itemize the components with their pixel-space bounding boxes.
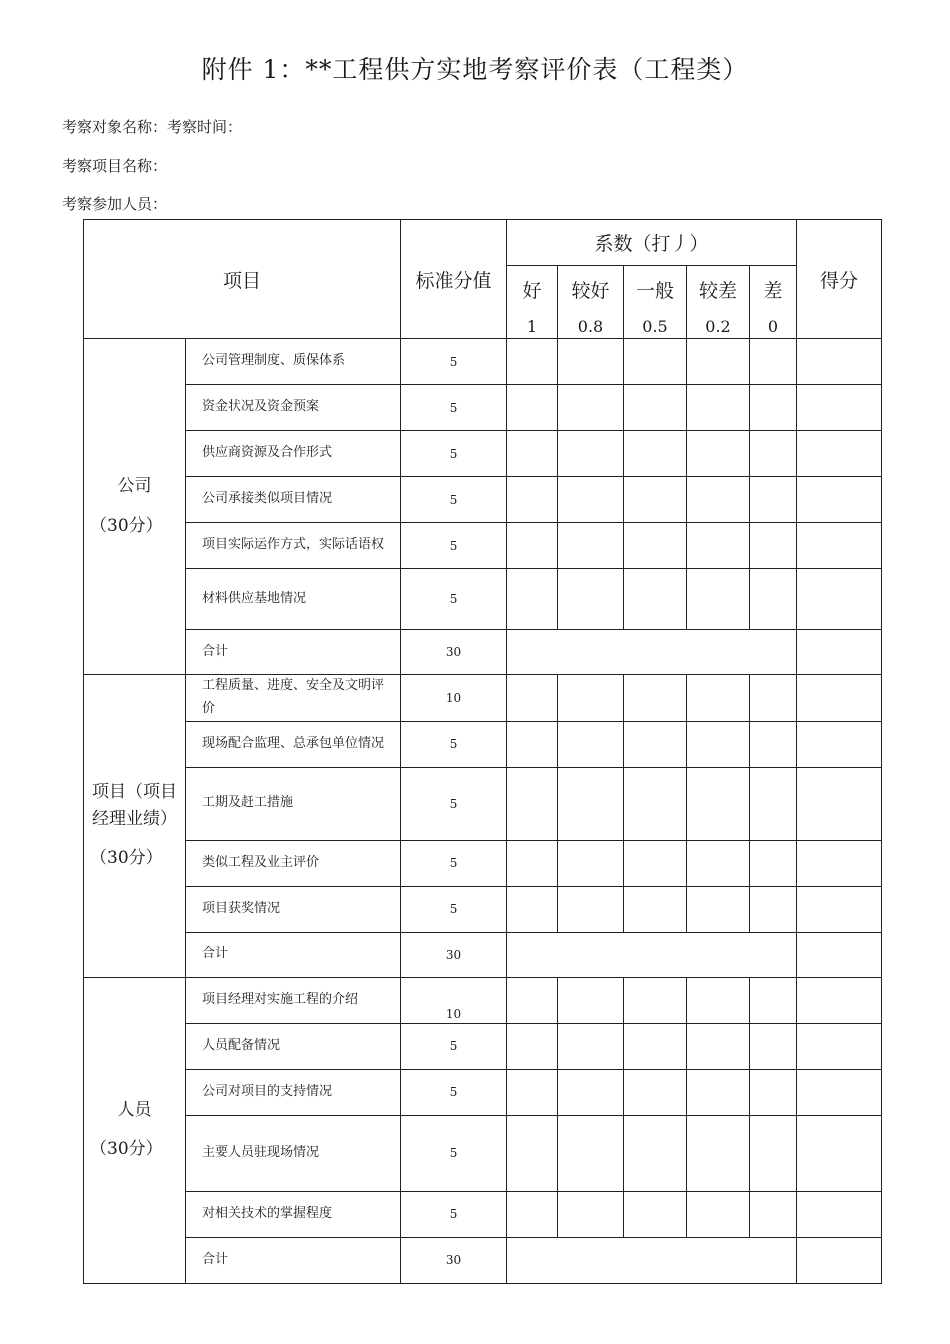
- table-row: [84, 767, 882, 840]
- coef-input-cell[interactable]: [624, 431, 687, 477]
- score-input-cell[interactable]: [797, 339, 882, 385]
- score-input-cell[interactable]: [797, 840, 882, 886]
- coef-input-cell[interactable]: [687, 977, 750, 1023]
- coef-input-cell[interactable]: [624, 977, 687, 1023]
- total-score-cell[interactable]: [797, 932, 882, 977]
- item-name: 现场配合监理、总承包单位情况: [186, 721, 401, 767]
- item-standard-score: 5: [401, 431, 507, 477]
- coef-input-cell[interactable]: [558, 675, 624, 722]
- coef-input-cell[interactable]: [687, 477, 750, 523]
- total-standard-score: 30: [401, 630, 507, 675]
- item-name: 项目实际运作方式，实际话语权: [186, 523, 401, 569]
- coef-input-cell[interactable]: [558, 1023, 624, 1069]
- item-name: 工程质量、进度、安全及文明评价: [186, 675, 401, 722]
- item-name: 项目获奖情况: [186, 886, 401, 932]
- coef-input-cell[interactable]: [624, 675, 687, 722]
- table-row: [84, 477, 882, 523]
- coef-input-cell[interactable]: [558, 886, 624, 932]
- score-input-cell[interactable]: [797, 1115, 882, 1191]
- coef-input-cell[interactable]: [558, 431, 624, 477]
- coef-input-cell[interactable]: [507, 721, 558, 767]
- coef-input-cell[interactable]: [507, 1191, 558, 1237]
- coef-input-cell[interactable]: [750, 1069, 797, 1115]
- item-standard-score: 5: [401, 1115, 507, 1191]
- coef-input-cell[interactable]: [624, 721, 687, 767]
- header-project: 项目: [84, 220, 401, 339]
- coef-input-cell[interactable]: [687, 339, 750, 385]
- item-name: 工期及赶工措施: [186, 767, 401, 840]
- coef-fairly-good-value: 0.8: [577, 317, 604, 336]
- coef-input-cell[interactable]: [558, 385, 624, 431]
- coef-input-cell[interactable]: [624, 339, 687, 385]
- coef-input-cell[interactable]: [687, 886, 750, 932]
- table-row: [84, 1115, 882, 1191]
- coef-input-cell[interactable]: [624, 1191, 687, 1237]
- item-name: 公司管理制度、质保体系: [186, 339, 401, 385]
- coef-input-cell[interactable]: [624, 1115, 687, 1191]
- total-score-cell[interactable]: [797, 630, 882, 675]
- item-standard-score: 5: [401, 523, 507, 569]
- coef-input-cell[interactable]: [507, 1023, 558, 1069]
- coef-input-cell[interactable]: [624, 569, 687, 630]
- table-row: [84, 431, 882, 477]
- coef-input-cell[interactable]: [750, 977, 797, 1023]
- table-row: [84, 721, 882, 767]
- table-row: [84, 1023, 882, 1069]
- item-standard-score: 5: [401, 385, 507, 431]
- item-standard-score: 5: [401, 886, 507, 932]
- item-name: 公司对项目的支持情况: [186, 1069, 401, 1115]
- coef-poor: [750, 266, 797, 339]
- coef-fairly-good: [558, 266, 624, 339]
- item-name: 材料供应基地情况: [186, 569, 401, 630]
- coef-input-cell[interactable]: [507, 675, 558, 722]
- coef-fairly-good-label: 较好: [571, 280, 610, 302]
- coef-input-cell[interactable]: [558, 840, 624, 886]
- coef-input-cell[interactable]: [687, 840, 750, 886]
- coef-input-cell[interactable]: [624, 840, 687, 886]
- info-participants: 考察参加人员：: [62, 195, 168, 213]
- coef-input-cell[interactable]: [687, 1023, 750, 1069]
- total-standard-score: 30: [401, 1237, 507, 1283]
- coef-input-cell[interactable]: [558, 721, 624, 767]
- coef-input-cell[interactable]: [687, 1069, 750, 1115]
- item-standard-score: 5: [401, 767, 507, 840]
- score-input-cell[interactable]: [797, 1069, 882, 1115]
- coef-input-cell[interactable]: [687, 1191, 750, 1237]
- item-standard-score: 5: [401, 1023, 507, 1069]
- table-row: [84, 1191, 882, 1237]
- coef-input-cell[interactable]: [750, 431, 797, 477]
- coef-input-cell[interactable]: [507, 977, 558, 1023]
- total-coef-merged[interactable]: [507, 932, 797, 977]
- header-coefficient: 系数（打丿）: [507, 220, 797, 266]
- coef-input-cell[interactable]: [750, 477, 797, 523]
- item-name: 资金状况及资金预案: [186, 385, 401, 431]
- score-input-cell[interactable]: [797, 523, 882, 569]
- coef-input-cell[interactable]: [750, 1191, 797, 1237]
- total-row: [84, 1237, 882, 1283]
- header-row-top: [84, 220, 882, 266]
- item-name: 对相关技术的掌握程度: [186, 1191, 401, 1237]
- item-name: 供应商资源及合作形式: [186, 431, 401, 477]
- score-input-cell[interactable]: [797, 886, 882, 932]
- coef-input-cell[interactable]: [687, 385, 750, 431]
- category-personnel: [84, 977, 186, 1283]
- coef-poor-label: 差: [763, 280, 783, 302]
- coef-input-cell[interactable]: [687, 675, 750, 722]
- coef-average-value: 0.5: [642, 317, 668, 336]
- coef-average: [624, 266, 687, 339]
- coef-input-cell[interactable]: [624, 886, 687, 932]
- table-row: [84, 675, 882, 722]
- coef-fairly-poor-value: 0.2: [705, 317, 731, 336]
- coef-input-cell[interactable]: [687, 569, 750, 630]
- coef-input-cell[interactable]: [624, 1023, 687, 1069]
- item-standard-score: 10: [401, 977, 507, 1023]
- coef-input-cell[interactable]: [687, 767, 750, 840]
- total-label: 合计: [186, 1237, 401, 1283]
- item-standard-score: 5: [401, 1191, 507, 1237]
- item-name: 主要人员驻现场情况: [186, 1115, 401, 1191]
- coef-input-cell[interactable]: [687, 1115, 750, 1191]
- total-coef-merged[interactable]: [507, 1237, 797, 1283]
- coef-input-cell[interactable]: [507, 840, 558, 886]
- score-input-cell[interactable]: [797, 977, 882, 1023]
- coef-fairly-poor: [687, 266, 750, 339]
- category-score: （30分）: [90, 515, 163, 536]
- score-input-cell[interactable]: [797, 1023, 882, 1069]
- evaluation-table: [83, 219, 882, 1284]
- total-row: [84, 932, 882, 977]
- info-inspection-target: 考察对象名称：考察时间：: [62, 118, 243, 136]
- coef-input-cell[interactable]: [507, 431, 558, 477]
- item-standard-score: 5: [401, 477, 507, 523]
- coef-input-cell[interactable]: [750, 1115, 797, 1191]
- table-row: [84, 569, 882, 630]
- coef-input-cell[interactable]: [750, 840, 797, 886]
- coef-input-cell[interactable]: [750, 385, 797, 431]
- item-name: 人员配备情况: [186, 1023, 401, 1069]
- coef-input-cell[interactable]: [558, 977, 624, 1023]
- coef-input-cell[interactable]: [687, 523, 750, 569]
- item-name: 项目经理对实施工程的介绍: [186, 977, 401, 1023]
- header-standard-score: 标准分值: [401, 220, 507, 339]
- coef-input-cell[interactable]: [624, 477, 687, 523]
- coef-input-cell[interactable]: [750, 569, 797, 630]
- score-input-cell[interactable]: [797, 385, 882, 431]
- score-input-cell[interactable]: [797, 569, 882, 630]
- table-row: [84, 523, 882, 569]
- info-project-name: 考察项目名称：: [62, 157, 168, 175]
- coef-input-cell[interactable]: [507, 767, 558, 840]
- coef-input-cell[interactable]: [558, 477, 624, 523]
- coef-input-cell[interactable]: [750, 886, 797, 932]
- total-standard-score: 30: [401, 932, 507, 977]
- coef-input-cell[interactable]: [687, 721, 750, 767]
- score-input-cell[interactable]: [797, 1191, 882, 1237]
- coef-input-cell[interactable]: [750, 523, 797, 569]
- coef-input-cell[interactable]: [558, 1069, 624, 1115]
- total-score-cell[interactable]: [797, 1237, 882, 1283]
- total-label: 合计: [186, 932, 401, 977]
- coef-fairly-poor-label: 较差: [699, 280, 738, 302]
- page-title: 附件 1：**工程供方实地考察评价表（工程类）: [201, 55, 749, 84]
- table-row: [84, 339, 882, 385]
- coef-input-cell[interactable]: [750, 767, 797, 840]
- coef-input-cell[interactable]: [624, 385, 687, 431]
- score-input-cell[interactable]: [797, 675, 882, 722]
- item-name: 公司承接类似项目情况: [186, 477, 401, 523]
- item-standard-score: 5: [401, 569, 507, 630]
- score-input-cell[interactable]: [797, 767, 882, 840]
- coef-input-cell[interactable]: [558, 339, 624, 385]
- score-input-cell[interactable]: [797, 721, 882, 767]
- item-standard-score: 10: [401, 675, 507, 722]
- coef-input-cell[interactable]: [507, 1069, 558, 1115]
- coef-good: [507, 266, 558, 339]
- coef-input-cell[interactable]: [558, 1115, 624, 1191]
- total-row: [84, 630, 882, 675]
- coef-input-cell[interactable]: [624, 1069, 687, 1115]
- table-row: [84, 1069, 882, 1115]
- coef-input-cell[interactable]: [624, 767, 687, 840]
- coef-input-cell[interactable]: [558, 767, 624, 840]
- coef-input-cell[interactable]: [750, 721, 797, 767]
- coef-input-cell[interactable]: [507, 523, 558, 569]
- coef-good-label: 好: [522, 280, 542, 302]
- item-standard-score: 5: [401, 840, 507, 886]
- total-coef-merged[interactable]: [507, 630, 797, 675]
- score-input-cell[interactable]: [797, 477, 882, 523]
- table-row: [84, 977, 882, 1023]
- coef-input-cell[interactable]: [507, 477, 558, 523]
- coef-input-cell[interactable]: [750, 339, 797, 385]
- item-standard-score: 5: [401, 339, 507, 385]
- category-project: [84, 675, 186, 978]
- coef-input-cell[interactable]: [507, 385, 558, 431]
- item-standard-score: 5: [401, 1069, 507, 1115]
- table-row: [84, 840, 882, 886]
- table-row: [84, 385, 882, 431]
- coef-input-cell[interactable]: [687, 431, 750, 477]
- coef-input-cell[interactable]: [558, 1191, 624, 1237]
- category-score: （30分）: [90, 1139, 163, 1159]
- coef-average-label: 一般: [636, 280, 675, 302]
- table-body: [84, 220, 882, 1284]
- category-company: [84, 339, 186, 675]
- table-row: [84, 886, 882, 932]
- item-standard-score: 5: [401, 721, 507, 767]
- coef-input-cell[interactable]: [507, 339, 558, 385]
- coef-good-value: 1: [526, 317, 538, 336]
- coef-input-cell[interactable]: [558, 569, 624, 630]
- category-name: 人员: [117, 1099, 152, 1120]
- category-name: 项目（项目经理业绩）: [92, 781, 177, 830]
- coef-poor-value: 0: [767, 317, 779, 336]
- category-name: 公司: [117, 476, 152, 497]
- score-input-cell[interactable]: [797, 431, 882, 477]
- header-score: 得分: [797, 220, 882, 339]
- coef-input-cell[interactable]: [750, 1023, 797, 1069]
- coef-input-cell[interactable]: [507, 886, 558, 932]
- item-name: 类似工程及业主评价: [186, 840, 401, 886]
- coef-input-cell[interactable]: [624, 523, 687, 569]
- coef-input-cell[interactable]: [750, 675, 797, 722]
- coef-input-cell[interactable]: [558, 523, 624, 569]
- total-label: 合计: [186, 630, 401, 675]
- category-score: （30分）: [90, 848, 163, 869]
- coef-input-cell[interactable]: [507, 569, 558, 630]
- coef-input-cell[interactable]: [507, 1115, 558, 1191]
